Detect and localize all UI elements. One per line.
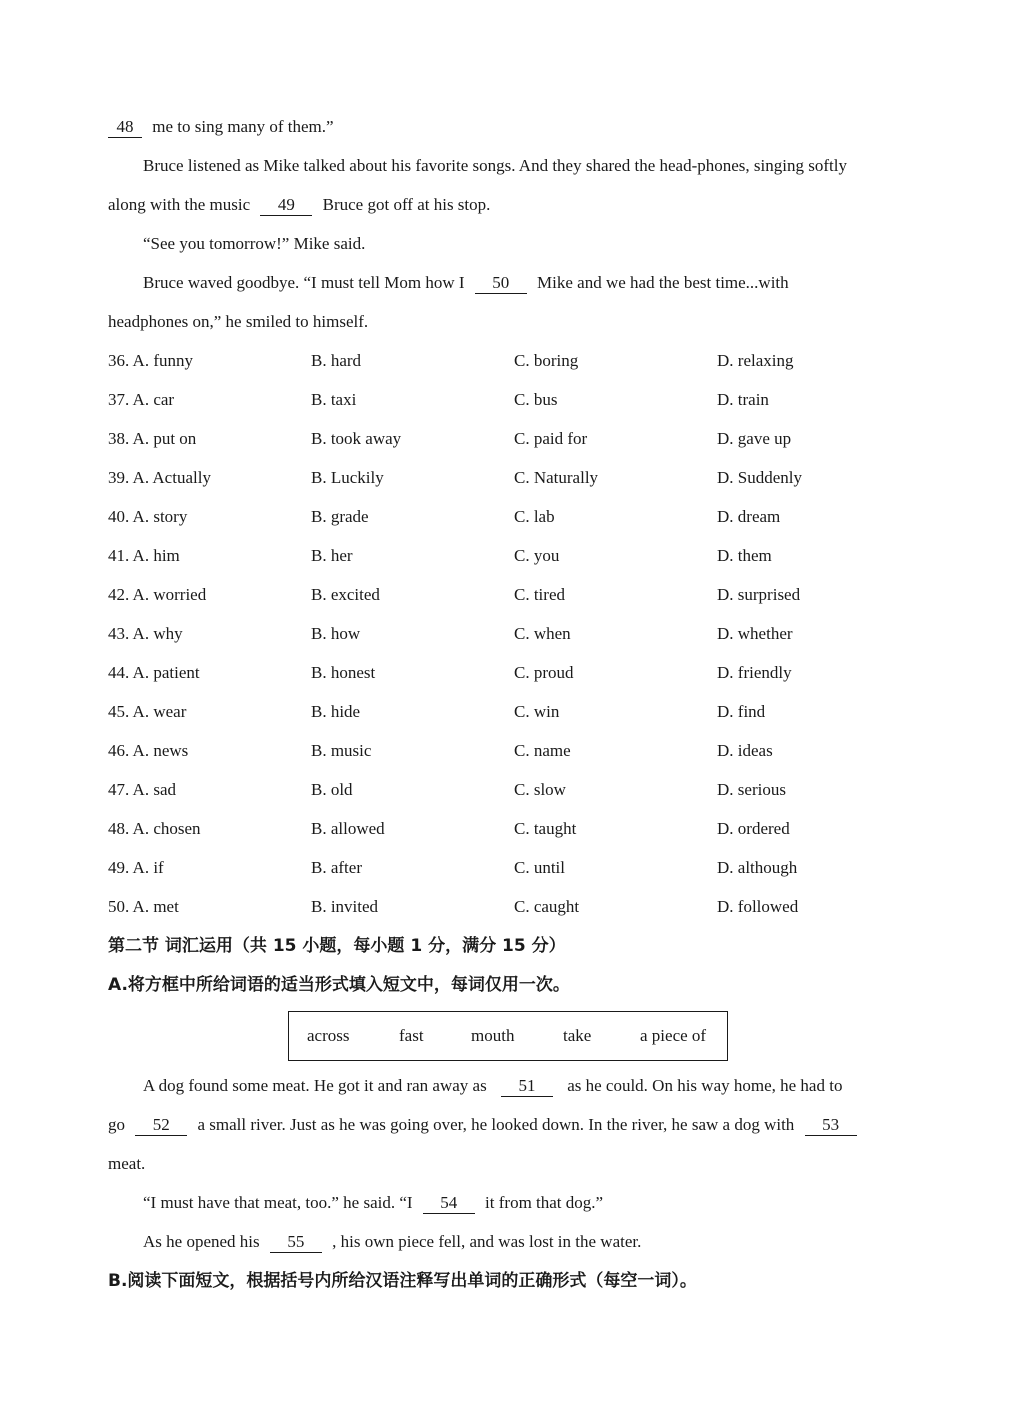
option-b: B. old <box>311 780 353 799</box>
option-b: B. grade <box>311 507 369 526</box>
blank-50: 50 <box>475 273 527 294</box>
option-a: 41. A. him <box>108 546 180 565</box>
option-b: B. after <box>311 858 362 877</box>
blank-51: 51 <box>501 1076 553 1097</box>
option-a: 50. A. met <box>108 897 179 916</box>
option-b: B. her <box>311 546 353 565</box>
passage-text: me to sing many of them.” <box>152 117 334 136</box>
option-d: D. although <box>717 858 798 877</box>
option-d: D. ideas <box>717 741 773 760</box>
passage-text: along with the music <box>108 195 251 214</box>
option-row-45 <box>108 697 908 736</box>
option-c: C. paid for <box>514 429 588 448</box>
option-b: B. took away <box>311 429 402 448</box>
option-d: D. followed <box>717 897 799 916</box>
option-a: 43. A. why <box>108 624 183 643</box>
option-c: C. boring <box>514 351 579 370</box>
option-b: B. hard <box>311 351 362 370</box>
option-c: C. Naturally <box>514 468 599 487</box>
option-d: D. Suddenly <box>717 468 802 487</box>
option-d: D. find <box>717 702 766 721</box>
option-d: D. friendly <box>717 663 792 682</box>
option-c: C. you <box>514 546 560 565</box>
option-a: 49. A. if <box>108 858 164 877</box>
option-c: C. when <box>514 624 571 643</box>
option-b: B. Luckily <box>311 468 384 487</box>
story-line-5 <box>108 1227 908 1266</box>
option-d: D. relaxing <box>717 351 794 370</box>
option-b: B. allowed <box>311 819 385 838</box>
passage-line-3 <box>108 190 908 229</box>
option-a: 44. A. patient <box>108 663 200 682</box>
word-box <box>288 1011 728 1061</box>
passage-line-5 <box>108 268 908 307</box>
option-a: 42. A. worried <box>108 585 207 604</box>
option-row-44 <box>108 658 908 697</box>
option-b: B. invited <box>311 897 379 916</box>
option-b: B. excited <box>311 585 380 604</box>
word-box-item: mouth <box>471 1026 515 1045</box>
option-row-46 <box>108 736 908 775</box>
option-row-39 <box>108 463 908 502</box>
story-text: it from that dog.” <box>485 1193 604 1212</box>
option-row-41 <box>108 541 908 580</box>
story-text: , his own piece fell, and was lost in the water. <box>332 1232 642 1251</box>
option-row-40 <box>108 502 908 541</box>
option-a: 38. A. put on <box>108 429 197 448</box>
option-d: D. gave up <box>717 429 792 448</box>
option-c: C. until <box>514 858 566 877</box>
option-d: D. whether <box>717 624 793 643</box>
story-line-2 <box>108 1110 908 1149</box>
option-b: B. taxi <box>311 390 357 409</box>
blank-49: 49 <box>260 195 312 216</box>
option-row-49 <box>108 853 908 892</box>
story-line-3 <box>108 1149 908 1188</box>
story-line-1 <box>108 1071 908 1110</box>
part-a-heading: A.将方框中所给词语的适当形式填入短文中，每词仅用一次。 <box>108 975 570 995</box>
passage-text: Bruce got off at his stop. <box>322 195 491 214</box>
option-b: B. hide <box>311 702 361 721</box>
word-box-item: fast <box>399 1026 424 1045</box>
option-row-37 <box>108 385 908 424</box>
option-a: 48. A. chosen <box>108 819 201 838</box>
document-page <box>108 112 908 1305</box>
passage-line-6 <box>108 307 908 346</box>
word-box-item: a piece of <box>640 1026 707 1045</box>
option-row-42 <box>108 580 908 619</box>
option-a: 39. A. Actually <box>108 468 211 487</box>
option-row-47 <box>108 775 908 814</box>
option-c: C. taught <box>514 819 577 838</box>
story-text: go <box>108 1115 125 1134</box>
option-d: D. serious <box>717 780 786 799</box>
word-box-item: across <box>307 1026 350 1045</box>
word-box-container <box>108 1009 908 1071</box>
option-d: D. surprised <box>717 585 801 604</box>
part-b-heading: B.阅读下面短文，根据括号内所给汉语注释写出单词的正确形式（每空一词）。 <box>108 1271 697 1291</box>
passage-text: Bruce listened as Mike talked about his favorite songs. And they shared the head-phones, singing softly <box>143 156 847 175</box>
section-heading: 第二节 词汇运用（共 15 小题，每小题 1 分，满分 15 分） <box>108 936 566 956</box>
option-c: C. caught <box>514 897 580 916</box>
passage-line-4 <box>108 229 908 268</box>
option-d: D. them <box>717 546 772 565</box>
option-a: 37. A. car <box>108 390 175 409</box>
blank-48: 48 <box>108 117 142 138</box>
passage-text: Mike and we had the best time...with <box>537 273 789 292</box>
option-c: C. proud <box>514 663 574 682</box>
story-text: As he opened his <box>143 1232 260 1251</box>
option-a: 46. A. news <box>108 741 189 760</box>
blank-54: 54 <box>423 1193 475 1214</box>
story-text: A dog found some meat. He got it and ran away as <box>143 1076 487 1095</box>
option-a: 47. A. sad <box>108 780 176 799</box>
word-box-item: take <box>563 1026 592 1045</box>
passage-line-1 <box>108 112 908 151</box>
option-a: 36. A. funny <box>108 351 193 370</box>
option-a: 40. A. story <box>108 507 188 526</box>
option-c: C. name <box>514 741 571 760</box>
option-d: D. ordered <box>717 819 790 838</box>
passage-line-2 <box>108 151 908 190</box>
option-c: C. lab <box>514 507 555 526</box>
option-d: D. dream <box>717 507 781 526</box>
option-row-43 <box>108 619 908 658</box>
story-text: a small river. Just as he was going over, he looked down. In the river, he saw a dog with <box>197 1115 795 1134</box>
option-a: 45. A. wear <box>108 702 187 721</box>
blank-53: 53 <box>805 1115 857 1136</box>
option-row-48 <box>108 814 908 853</box>
option-c: C. tired <box>514 585 565 604</box>
option-c: C. win <box>514 702 560 721</box>
story-text: “I must have that meat, too.” he said. “I <box>143 1193 413 1212</box>
option-c: C. slow <box>514 780 566 799</box>
option-d: D. train <box>717 390 769 409</box>
blank-52: 52 <box>135 1115 187 1136</box>
option-b: B. how <box>311 624 361 643</box>
option-b: B. music <box>311 741 372 760</box>
passage-text: “See you tomorrow!” Mike said. <box>143 234 366 253</box>
option-b: B. honest <box>311 663 376 682</box>
option-row-38 <box>108 424 908 463</box>
passage-text: headphones on,” he smiled to himself. <box>108 312 369 331</box>
option-c: C. bus <box>514 390 558 409</box>
passage-text: Bruce waved goodbye. “I must tell Mom how I <box>143 273 465 292</box>
blank-55: 55 <box>270 1232 322 1253</box>
story-text: meat. <box>108 1154 146 1173</box>
option-row-36 <box>108 346 908 385</box>
story-line-4 <box>108 1188 908 1227</box>
story-text: as he could. On his way home, he had to <box>567 1076 843 1095</box>
option-row-50 <box>108 892 908 931</box>
